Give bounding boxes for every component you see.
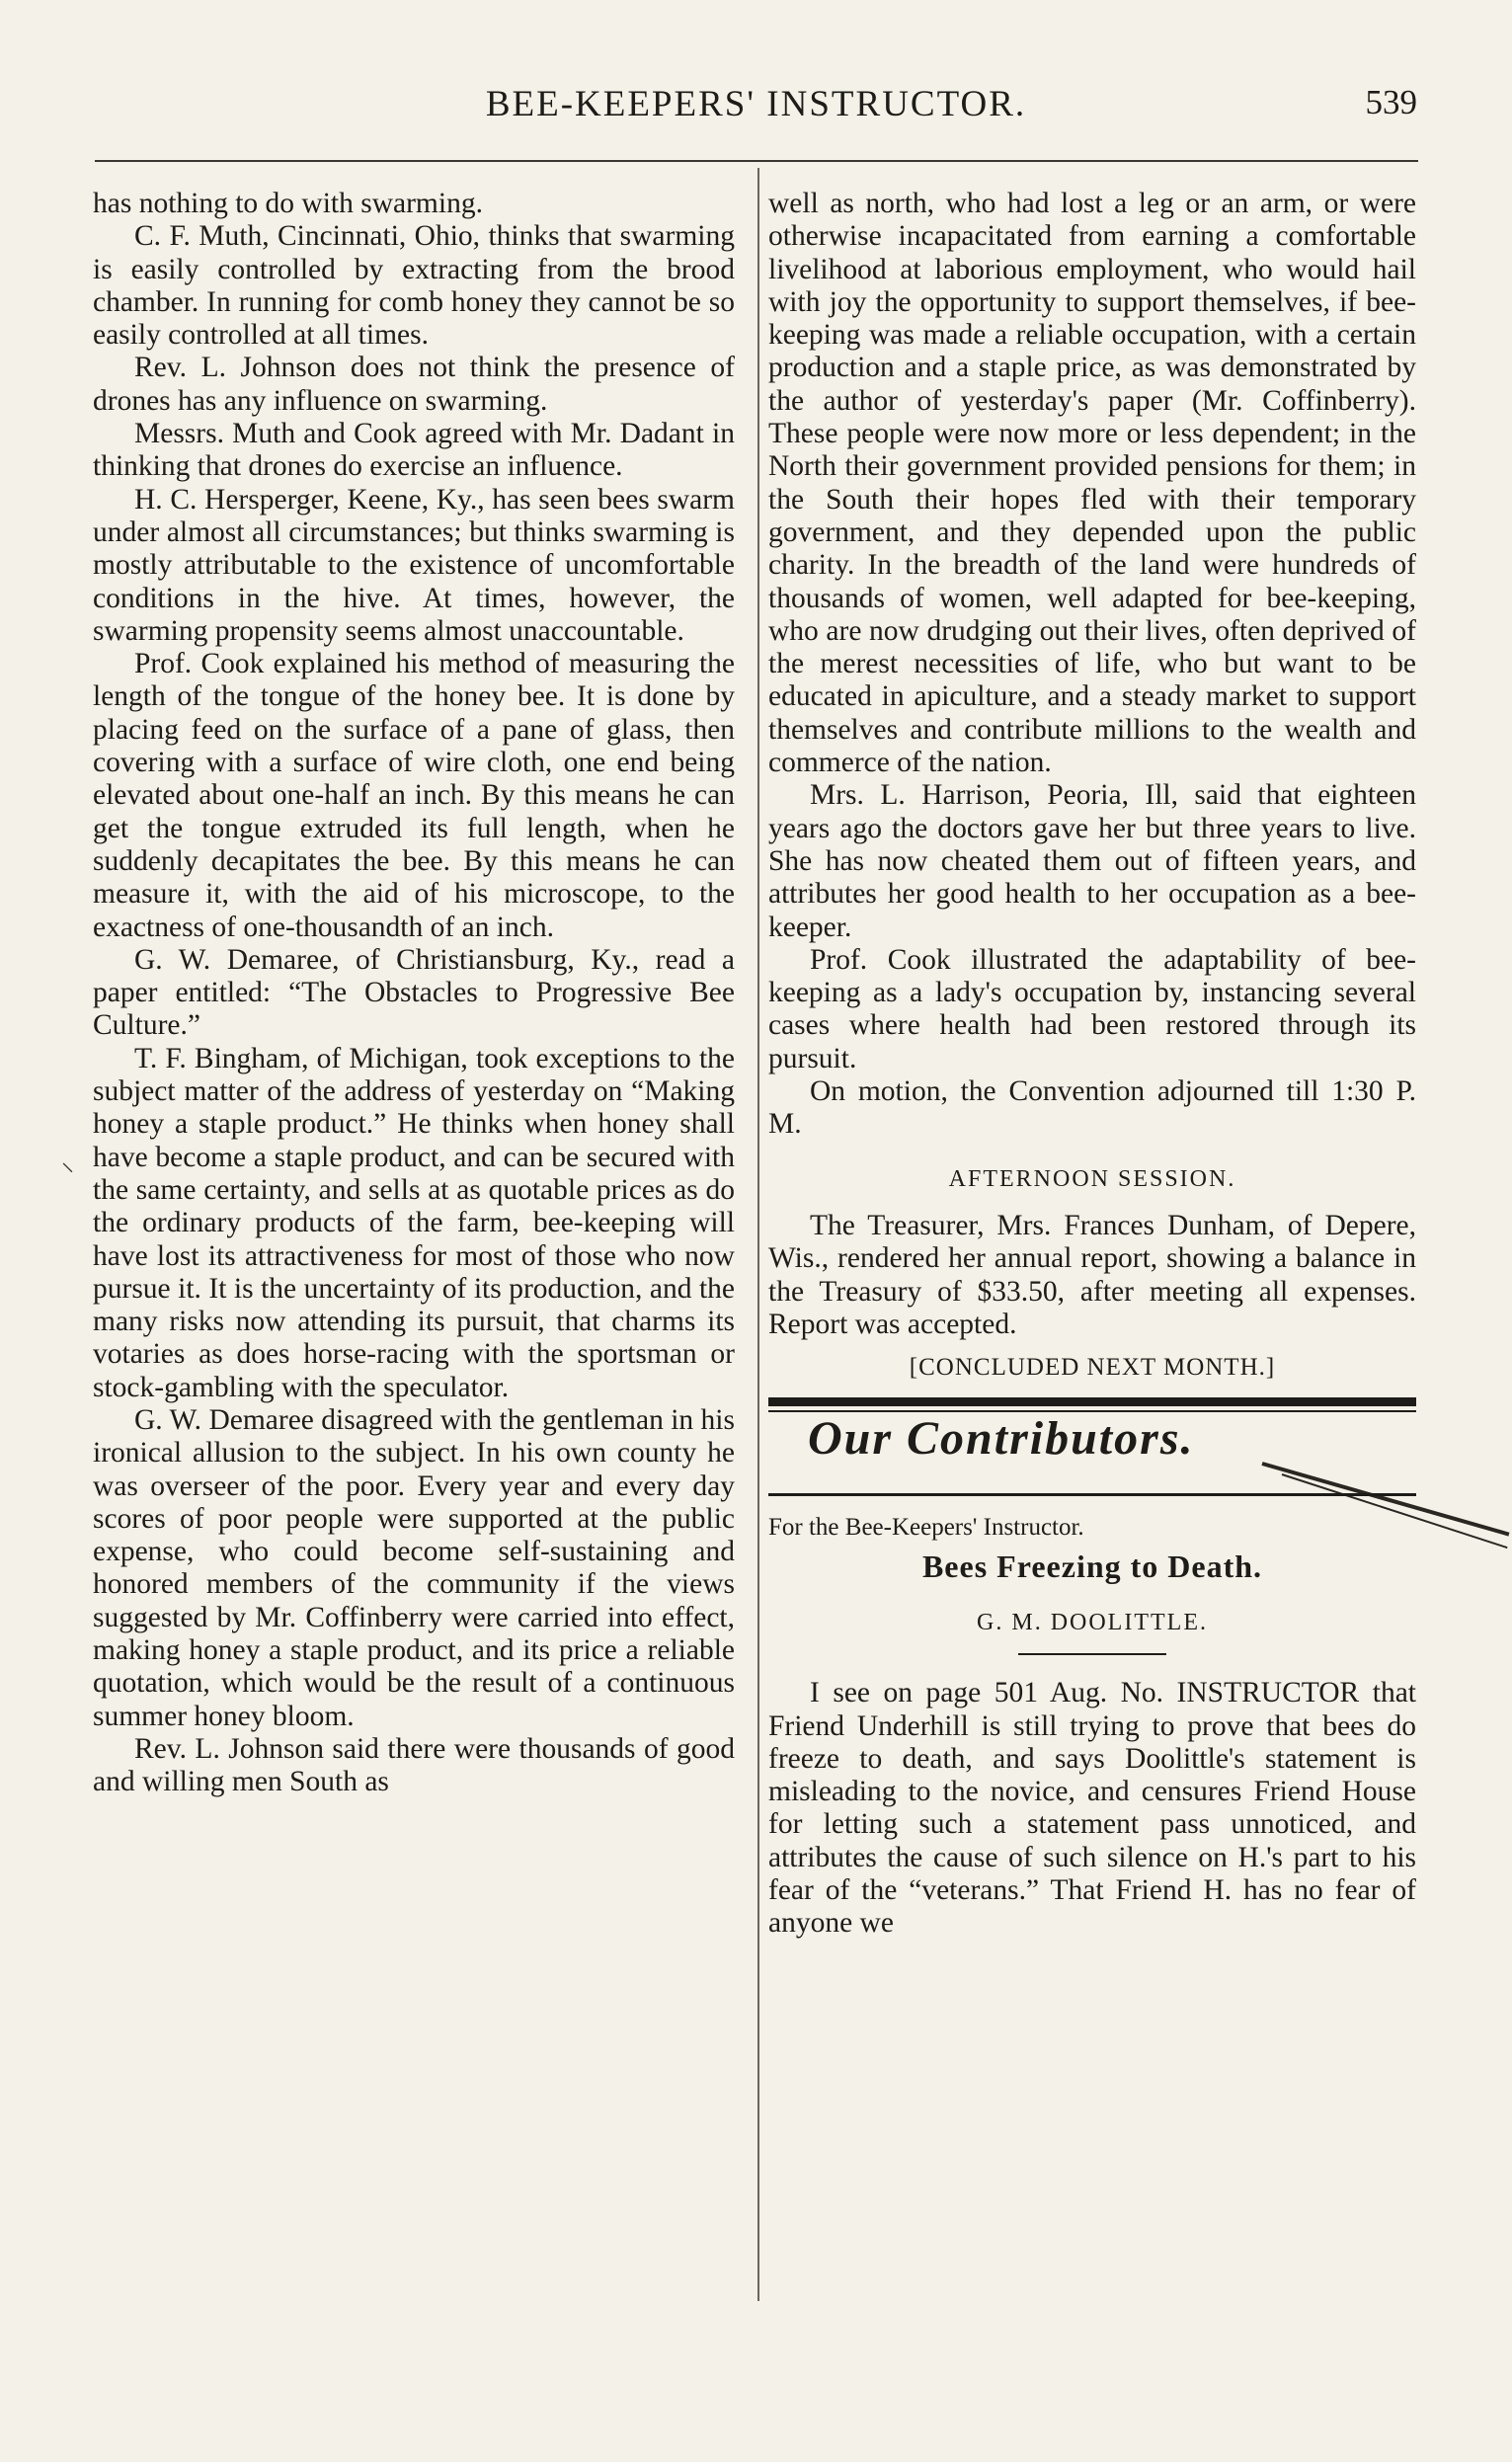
banner-title: Our Contributors. [808,1412,1195,1466]
paragraph: The Treasurer, Mrs. Frances Dunham, of Depere, Wis., rendered her annual report, showing a balance in the Treasury of $33.50, after meeting all expenses. Report was accepted. [768,1209,1416,1340]
thick-rule [768,1397,1416,1406]
paragraph: G. W. Demaree disagreed with the gentleman in his ironical allusion to the subject. In his own county he was overseer of the poor. Every year and every day scores of poor people were supported at the public expense, who could become self-sustaining and honored members of the community if the views suggested by Mr. Coffinberry were carried into effect, making honey a staple product, and its price a reliable quotation, which would be the result of a continuous summer honey bloom. [93,1403,735,1732]
page-number: 539 [1365,83,1417,121]
right-column [768,188,1416,1941]
margin-mark: ⸌ [61,1158,75,1187]
left-column [93,188,735,1799]
paragraph: Rev. L. Johnson said there were thousands of good and willing men South as [93,1732,735,1798]
running-title: BEE-KEEPERS' INSTRUCTOR. [485,84,1027,124]
page-header [0,83,1512,142]
paragraph: Prof. Cook explained his method of measuring the length of the tongue of the honey bee. It is done by placing feed on the surface of a pane of glass, then covering with a surface of wire cloth, one end being elevated about one-half an inch. By this means he can get the tongue extruded its full length, when he suddenly decapitates the bee. By this means he can measure it, with the aid of his microscope, to the exactness of one-thousandth of an inch. [93,648,735,943]
paragraph: has nothing to do with swarming. [93,188,483,219]
paragraph: On motion, the Convention adjourned till 1:30 P. M. [768,1075,1416,1141]
banner-rule [768,1493,1416,1496]
article-title: Bees Freezing to Death. [921,1548,1263,1584]
header-rule [95,160,1418,162]
short-rule [1018,1653,1166,1655]
contributors-banner [768,1412,1416,1497]
paragraph: Rev. L. Johnson does not think the presence of drones has any influence on swarming. [93,352,735,417]
paragraph: Prof. Cook illustrated the adaptability of bee-keeping as a lady's occupation by, instancing several cases where health had been restored through its pursuit. [768,943,1416,1074]
paragraph: I see on page 501 Aug. No. INSTRUCTOR that Friend Underhill is still trying to prove that bees do freeze to death, and says Doolittle's statement is misleading to the novice, and censures Friend House for letting such a statement pass unnoticed, and attributes the cause of such silence on H.'s part to his fear of the “veterans.” That Friend H. has no fear of anyone we [768,1677,1416,1940]
paragraph: C. F. Muth, Cincinnati, Ohio, thinks that swarming is easily controlled by extracting from the brood chamber. In running for comb honey they cannot be so easily controlled at all times. [93,220,735,352]
paragraph: G. W. Demaree, of Christiansburg, Ky., read a paper entitled: “The Obstacles to Progressive Bee Culture.” [93,943,735,1042]
paragraph: well as north, who had lost a leg or an arm, or were otherwise incapacitated from earning a comfortable livelihood at laborious employment, who would hail with joy the opportunity to support themselves, if bee-keeping was made a reliable occupation, with a certain production and a staple price, as was demonstrated by the author of yesterday's paper (Mr. Coffinberry). These people were now more or less dependent; in the North their government provided pensions for them; in the South their hopes fled with their temporary government, and they depended upon the public charity. In the breadth of the land were hundreds of thousands of women, well adapted for bee-keeping, who are now drudging out their lives, often deprived of the merest necessities of life, who but want to be educated in apiculture, and a steady market to support themselves and contribute millions to the wealth and commerce of the nation. [768,188,1416,779]
column-divider [757,168,759,2301]
paragraph: H. C. Hersperger, Keene, Ky., has seen bees swarm under almost all circumstances; but thinks swarming is mostly attributable to the existence of uncomfortable conditions in the hive. At times, however, the swarming propensity seems almost unaccountable. [93,483,735,647]
source-line: For the Bee-Keepers' Instructor. [768,1514,1084,1542]
byline: G. M. DOOLITTLE. [977,1609,1208,1635]
section-heading: AFTERNOON SESSION. [948,1165,1236,1192]
paragraph: Messrs. Muth and Cook agreed with Mr. Dadant in thinking that drones do exercise an influence. [93,418,735,483]
paragraph: Mrs. L. Harrison, Peoria, Ill, said that eighteen years ago the doctors gave her but three years to live. She has now cheated them out of fifteen years, and attributes her good health to her occupation as a bee-keeper. [768,779,1416,943]
concluded-note: [CONCLUDED NEXT MONTH.] [909,1354,1276,1382]
paragraph: T. F. Bingham, of Michigan, took exceptions to the subject matter of the address of yesterday on “Making honey a staple product.” He thinks when honey shall have become a staple product, and can be secured with the same certainty, and sells at as quotable prices as do the ordinary products of the farm, bee-keeping will have lost its attractiveness for most of those who now pursue it. It is the uncertainty of its production, and the many risks now attending its pursuit, that charms its votaries as does horse-racing with the sportsman or stock-gambling with the speculator. [93,1042,735,1403]
